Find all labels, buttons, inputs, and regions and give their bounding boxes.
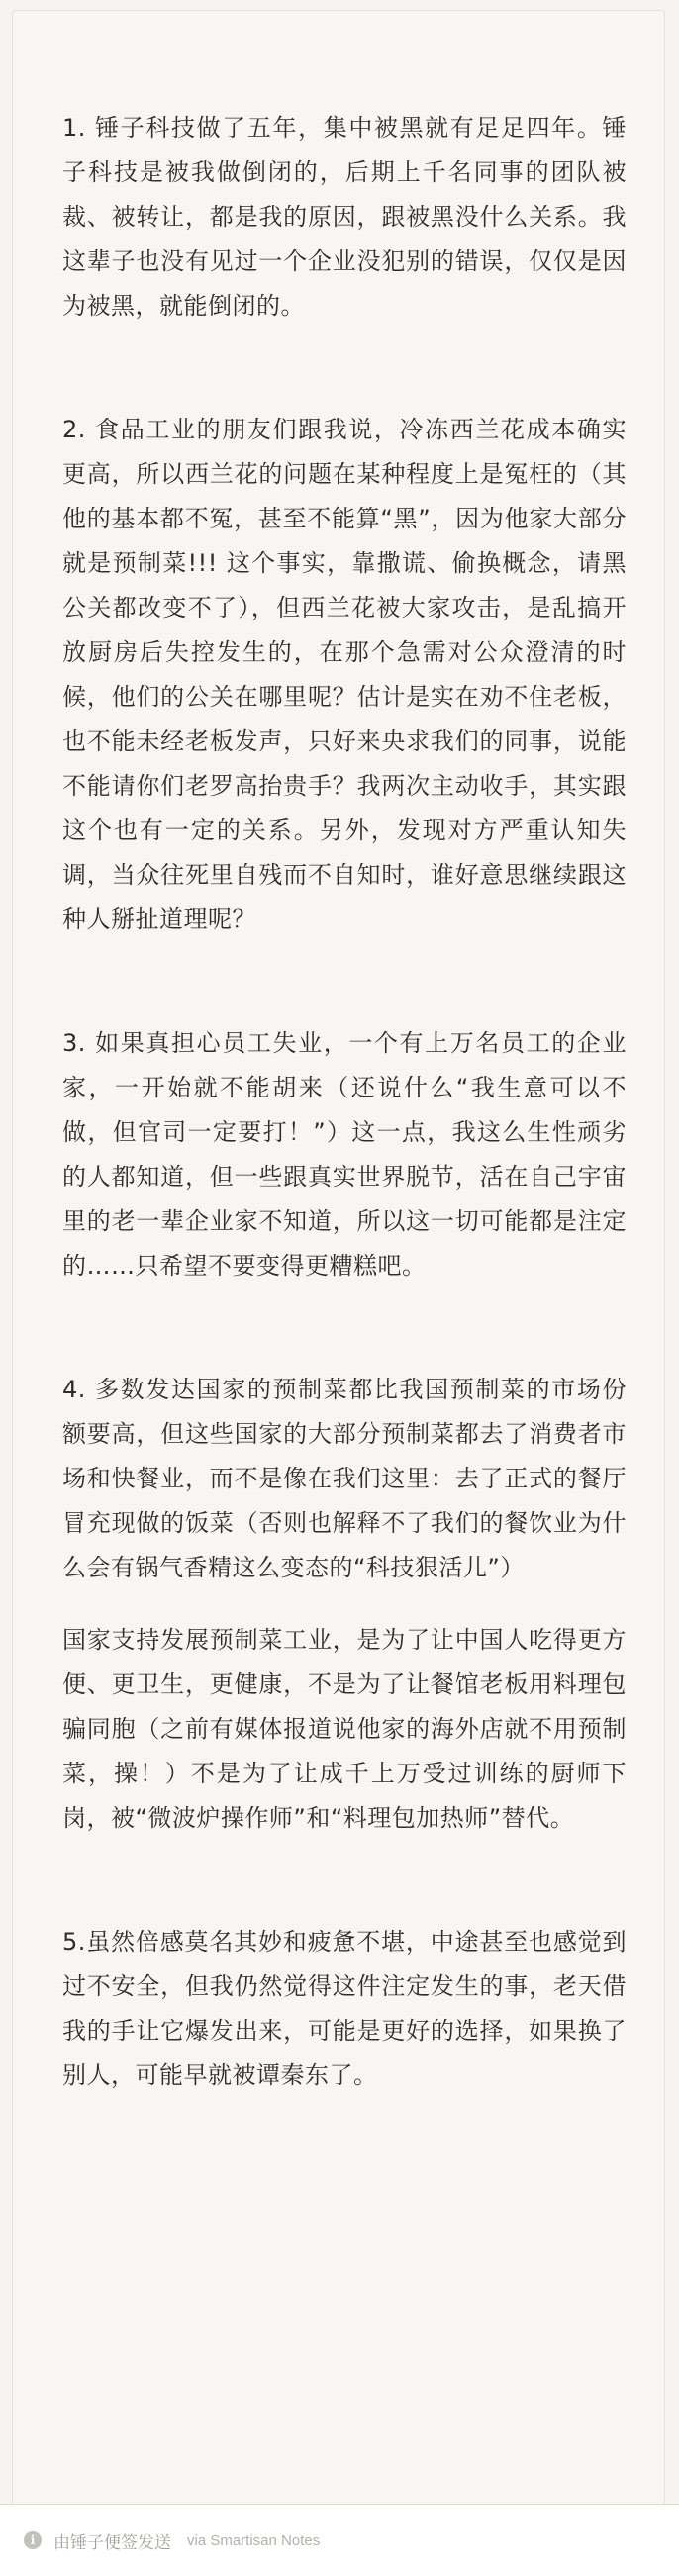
paragraph-4: 4. 多数发达国家的预制菜都比我国预制菜的市场份额要高，但这些国家的大部分预制菜都去了消费者市场和快餐业，而不是像在我们这里：去了正式的餐厅冒充现做的饭菜（否则也解释不了我们的餐饮业为什么会有锅气香精这么变态的“科技狠活儿”） [62,1376,627,1581]
paragraph-3: 3. 如果真担心员工失业，一个有上万名员工的企业家，一开始就不能胡来（还说什么“我生意可以不做，但官司一定要打！”）这一点，我这么生性顽劣的人都知道，但一些跟真实世界脱节，活在自己宇宙里的老一辈企业家不知道，所以这一切可能都是注定的……只希望不要变得更糟糕吧。 [62,1029,627,1280]
paragraph-2: 2. 食品工业的朋友们跟我说，冷冻西兰花成本确实更高，所以西兰花的问题在某种程度上是冤枉的（其他的基本都不冤，甚至不能算“黑”，因为他家大部分就是预制菜!!! 这个事实，靠撒谎、偷换概念，请黑公关都改变不了），但西兰花被大家攻击，是乱搞开放厨房后失控发生的，在那个急需对公众澄清的时候，他们的公关在哪里呢？估计是实在劝不住老板，也不能未经老板发声，只好来央求我们的同事，说能不能请你们老罗高抬贵手？我两次主动收手，其实跟这个也有一定的关系。另外，发现对方严重认知失调，当众往死里自残而不自知时，谁好意思继续跟这种人掰扯道理呢？ [62,416,627,933]
footer-bar [0,2505,679,2576]
paragraph-5: 5.虽然倍感莫名其妙和疲惫不堪，中途甚至也感觉到过不安全，但我仍然觉得这件注定发生的事，老天借我的手让它爆发出来，可能是更好的选择，如果换了别人，可能早就被谭秦东了。 [62,1928,627,2089]
sent-from-label: 由锤子便签发送 [53,2532,171,2553]
via-app-label: via Smartisan Notes [187,2531,321,2549]
info-icon: i [24,2531,42,2549]
note-card [12,10,665,2539]
paragraph-4-continued: 国家支持发展预制菜工业，是为了让中国人吃得更方便、更卫生，更健康，不是为了让餐馆老板用料理包骗同胞（之前有媒体报道说他家的海外店就不用预制菜，操！）不是为了让成千上万受过训练的厨师下岗，被“微波炉操作师”和“料理包加热师”替代。 [62,1626,627,1832]
paragraph-1: 1. 锤子科技做了五年，集中被黑就有足足四年。锤子科技是被我做倒闭的，后期上千名同事的团队被裁、被转让，都是我的原因，跟被黑没什么关系。我这辈子也没有见过一个企业没犯别的错误，仅仅是因为被黑，就能倒闭的。 [62,114,627,320]
